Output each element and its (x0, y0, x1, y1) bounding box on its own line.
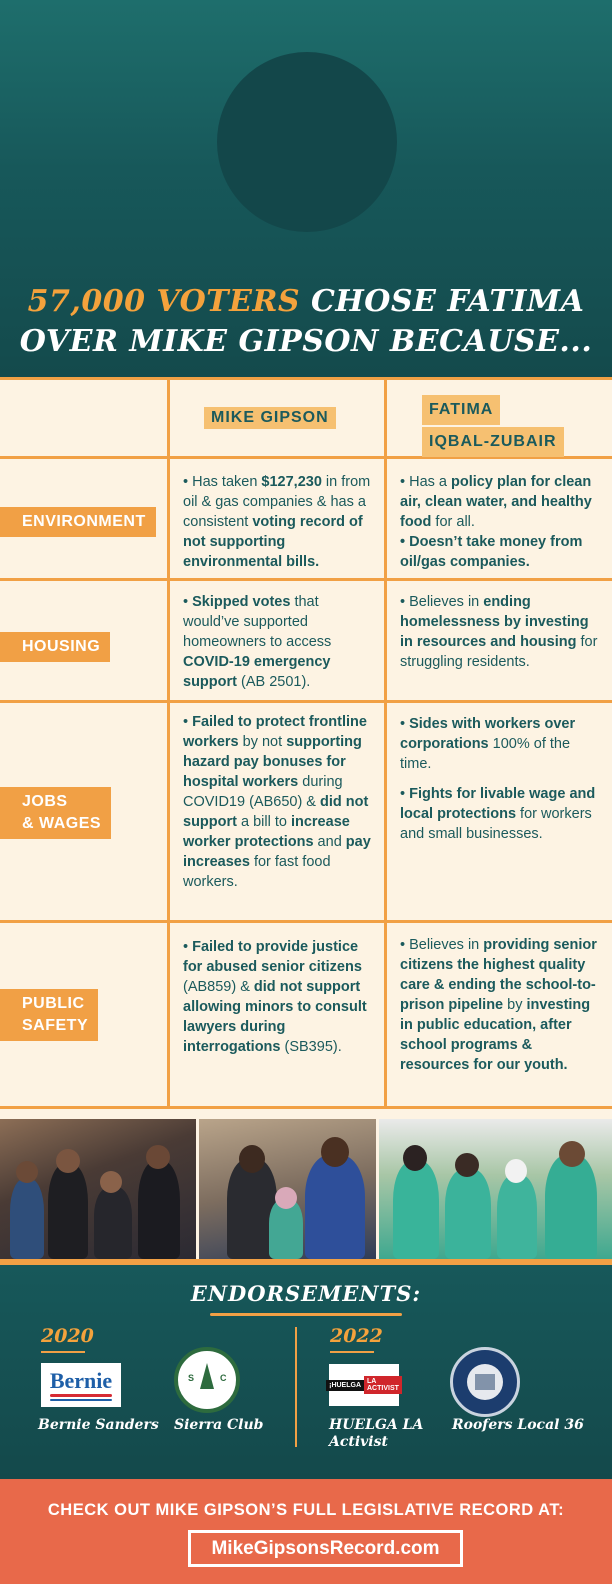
row-label-safety: PUBLIC SAFETY (0, 989, 98, 1041)
column-header-gipson: MIKE GIPSON (204, 407, 336, 429)
huelga-logo: ¡HUELGA LA ACTIVIST (329, 1364, 399, 1406)
column-divider (167, 377, 170, 1109)
endorsements-section (0, 1265, 612, 1479)
endorsements-title: ENDORSEMENTS: (190, 1281, 422, 1306)
photo-robotics-team (0, 1119, 196, 1259)
year-2022: 2022 (330, 1325, 383, 1347)
headline-line2: OVER MIKE GIPSON BECAUSE... (19, 324, 593, 359)
row-label-housing: HOUSING (0, 632, 110, 662)
fatima-housing: • Believes in ending homelessness by investing in resources and housing for struggling residents. (400, 594, 598, 670)
row-divider (0, 700, 612, 703)
roofers-logo (450, 1347, 520, 1417)
candidate-portrait (217, 52, 397, 232)
photo-community (199, 1119, 376, 1259)
fatima-environment: • Has a policy plan for clean air, clean water, and healthy food for all. • Doesn’t take money from oil/gas companies. (400, 474, 592, 570)
hero-header (0, 0, 612, 377)
headline (0, 282, 612, 362)
row-divider (0, 920, 612, 923)
endorser-roofers: Roofers Local 36 (452, 1417, 584, 1433)
row-divider (0, 578, 612, 581)
endorser-sierra-club: Sierra Club (174, 1417, 264, 1433)
bernie-logo: Bernie (41, 1363, 121, 1407)
fatima-jobs: • Sides with workers over corporations 100% of the time. • Fights for livable wage and local protections for workers and small businesses. (400, 716, 596, 842)
cta-text: CHECK OUT MIKE GIPSON’S FULL LEGISLATIVE RECORD AT: (47, 1501, 565, 1519)
endorser-bernie: Bernie Sanders (38, 1417, 159, 1433)
table-border-bottom (0, 1106, 612, 1109)
row-label-environment: ENVIRONMENT (0, 507, 156, 537)
cta-footer (0, 1479, 612, 1584)
endorser-huelga: HUELGA LA Activist (329, 1417, 424, 1450)
gipson-housing: • Skipped votes that would’ve supported homeowners to access COVID-19 emergency support (AB 2501). (183, 594, 332, 690)
comparison-table (0, 377, 612, 1119)
table-border-top (0, 377, 612, 380)
headline-line1: CHOSE FATIMA (300, 284, 585, 319)
gipson-jobs: • Failed to protect frontline workers by not supporting hazard pay bonuses for hospital workers during COVID19 (AB650) & did not support a bill to increase worker protections and pay increases for fast food workers. (183, 714, 371, 890)
record-link[interactable]: MikeGipsonsRecord.com (188, 1530, 463, 1567)
endorsements-underline (210, 1313, 402, 1316)
year-underline (330, 1351, 374, 1353)
gipson-safety: • Failed to provide justice for abused senior citizens (AB859) & did not support allowing minors to consult lawyers during interrogations (SB395). (183, 939, 367, 1055)
sierra-club-logo: S C (174, 1347, 240, 1413)
gipson-environment: • Has taken $127,230 in from oil & gas companies & has a consistent voting record of not supporting environmental bills. (183, 474, 371, 570)
endorsement-divider (295, 1327, 297, 1447)
column-header-fatima: FATIMA IQBAL-ZUBAIR (422, 395, 564, 459)
headline-accent: 57,000 VOTERS (27, 284, 301, 319)
column-divider (384, 377, 387, 1109)
fatima-safety: • Believes in providing senior citizens the highest quality care & ending the school-to-prison pipeline by investing in public education, after school programs & resources for our youth. (400, 937, 597, 1073)
photo-strip (0, 1119, 612, 1259)
photo-volunteers (379, 1119, 612, 1259)
row-label-jobs: JOBS & WAGES (0, 787, 111, 839)
year-2020: 2020 (41, 1325, 94, 1347)
year-underline (41, 1351, 85, 1353)
